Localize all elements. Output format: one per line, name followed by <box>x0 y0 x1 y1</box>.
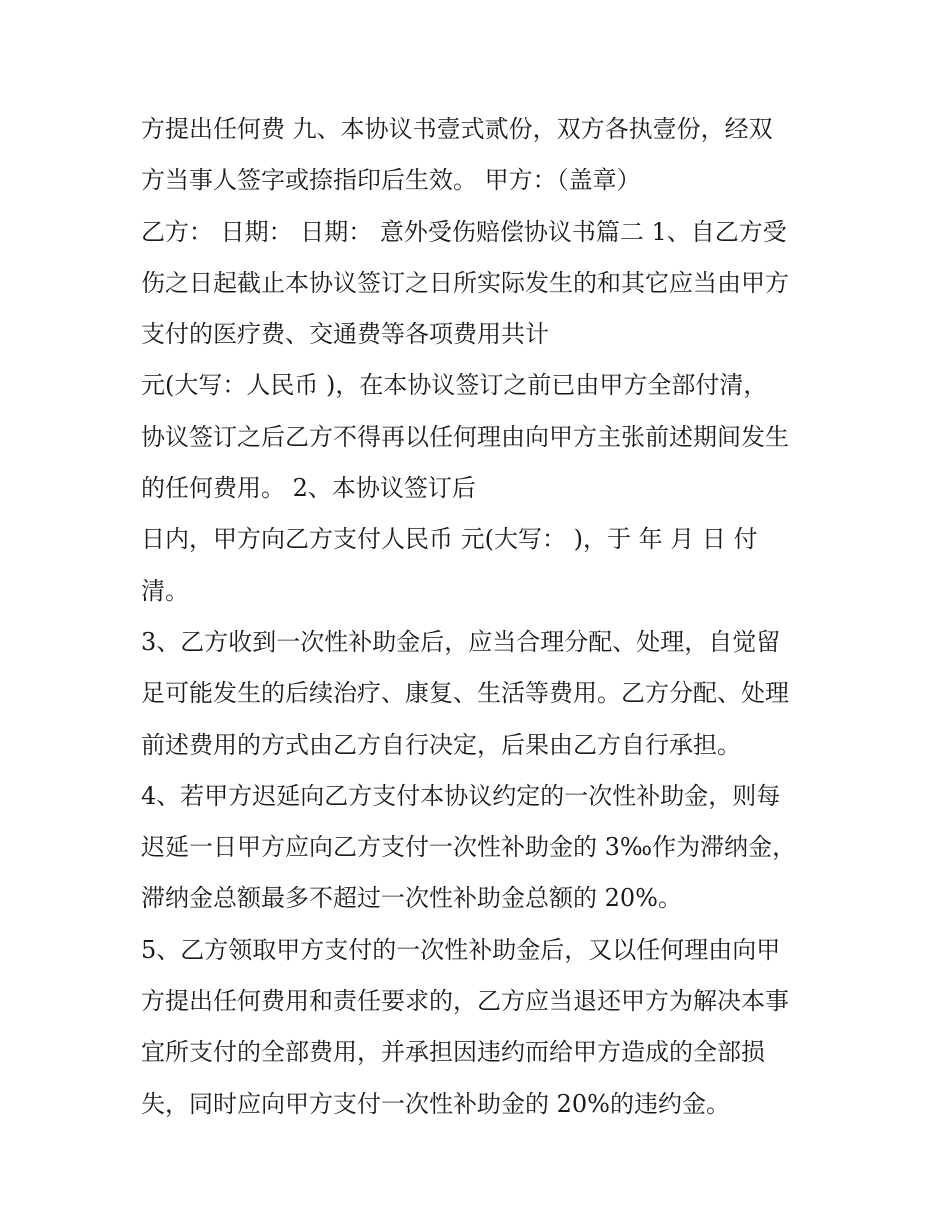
text-line: 元(大写：人民币 )，在本协议签订之前已由甲方全部付清， <box>141 371 768 400</box>
text-line: 3、乙方收到一次性补助金后，应当合理分配、处理，自觉留 <box>141 627 781 656</box>
text-line: 的任何费用。 2、本协议签订后 <box>141 474 476 503</box>
text-line: 方提出任何费 九、本协议书壹式贰份，双方各执壹份，经双 <box>141 115 773 143</box>
text-line: 足可能发生的后续治疗、康复、生活等费用。乙方分配、处理 <box>141 679 789 708</box>
text-line: 前述费用的方式由乙方自行决定，后果由乙方自行承担。 <box>141 730 741 759</box>
text-line: 乙方： 日期： 日期： 意外受伤赔偿协议书篇二 1、自乙方受 <box>141 217 787 246</box>
text-line: 协议签订之后乙方不得再以任何理由向甲方主张前述期间发生 <box>141 422 789 451</box>
text-line: 方当事人签字或捺指印后生效。 甲方：（盖章） <box>141 166 641 195</box>
text-line: 日内，甲方向乙方支付人民币 元(大写： )，于 年 月 日 付 <box>141 525 758 554</box>
text-line: 支付的医疗费、交通费等各项费用共计 <box>141 320 549 349</box>
text-line: 4、若甲方迟延向乙方支付本协议约定的一次性补助金，则每 <box>141 781 781 810</box>
text-line: 宜所支付的全部费用，并承担因违约而给甲方造成的全部损 <box>141 1038 765 1067</box>
text-line: 滞纳金总额最多不超过一次性补助金总额的 20%。 <box>141 884 682 913</box>
text-line: 失，同时应向甲方支付一次性补助金的 20%的违约金。 <box>141 1089 730 1118</box>
document-body <box>141 104 821 1130</box>
text-line: 迟延一日甲方应向乙方支付一次性补助金的 3‰作为滞纳金， <box>141 833 797 862</box>
text-line: 伤之日起截止本协议签订之日所实际发生的和其它应当由甲方 <box>141 268 789 297</box>
text-line: 清。 <box>141 576 189 605</box>
text-line: 方提出任何费用和责任要求的，乙方应当退还甲方为解决本事 <box>141 987 789 1016</box>
text-line: 5、乙方领取甲方支付的一次性补助金后，又以任何理由向甲 <box>141 935 781 964</box>
